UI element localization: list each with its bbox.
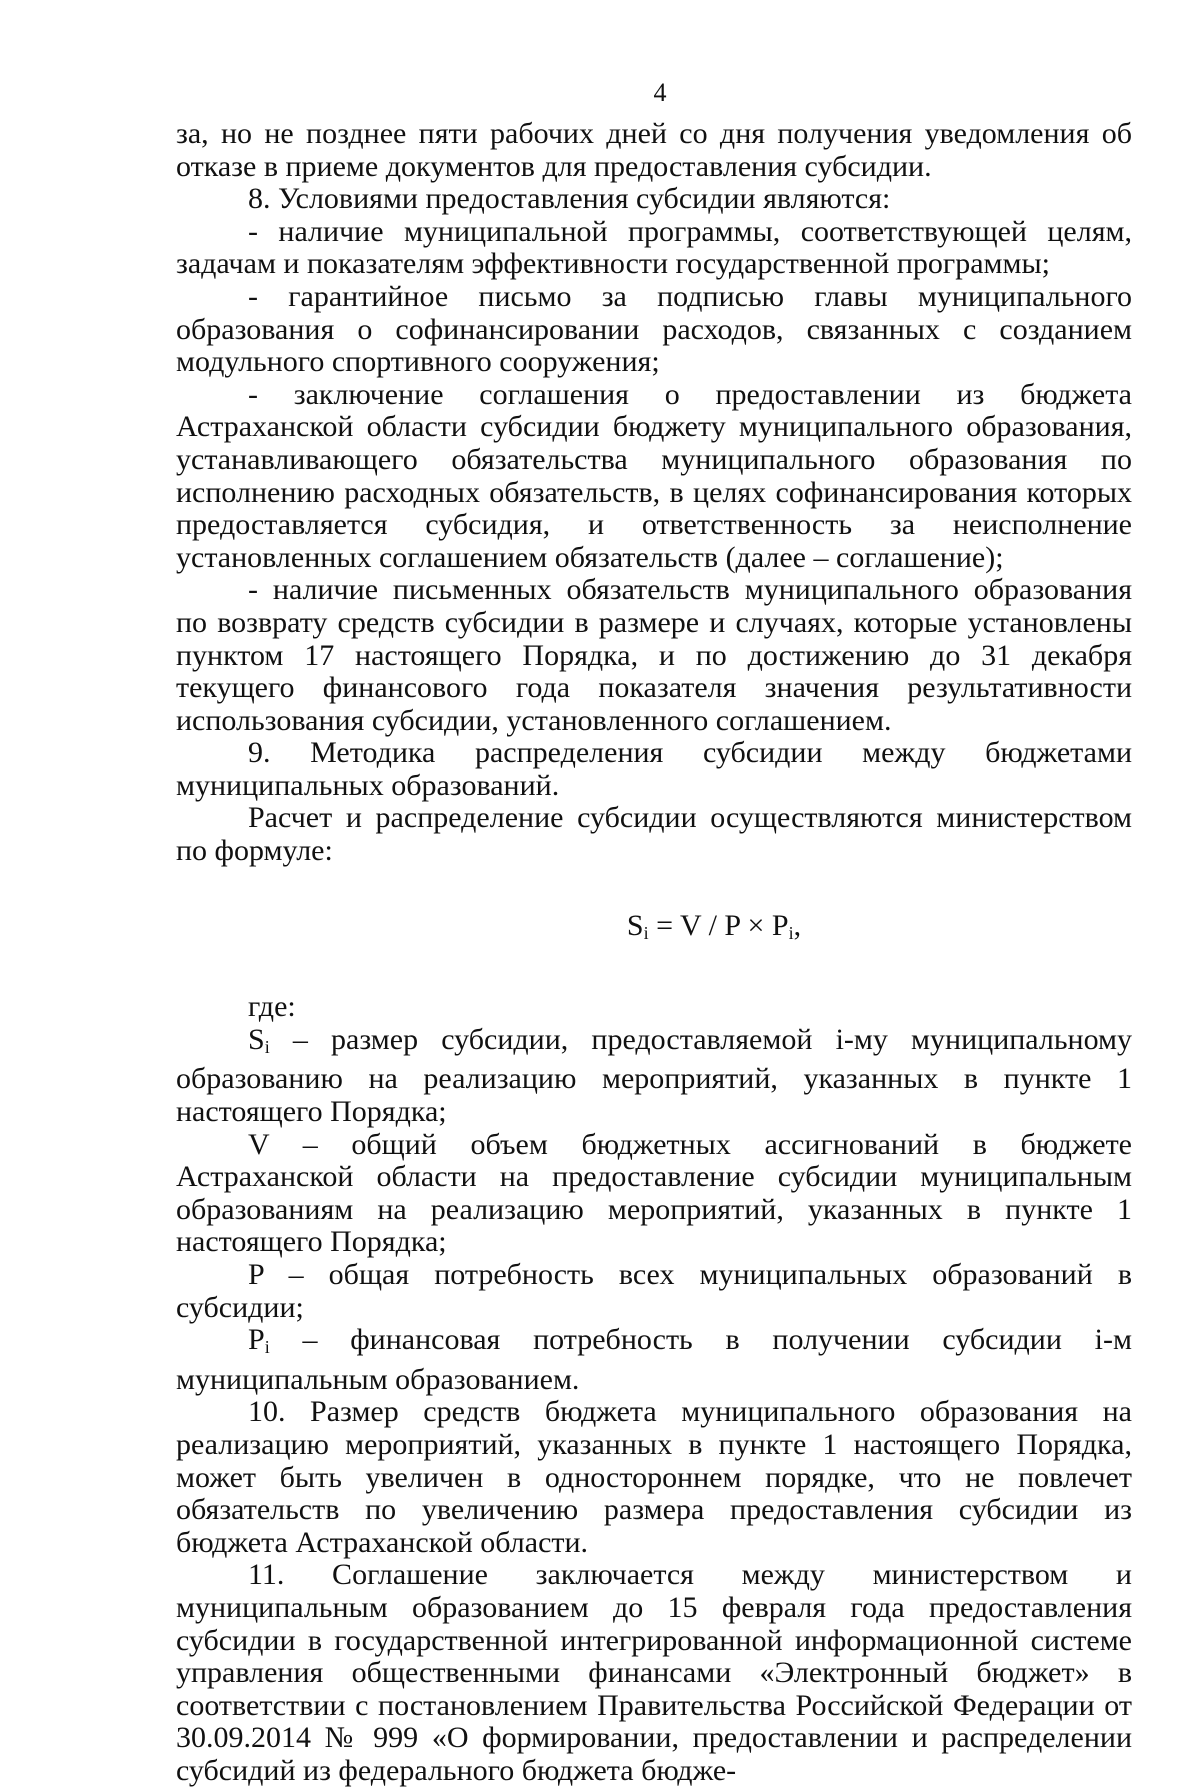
- formula-tail: ,: [793, 908, 802, 942]
- definition-pi: [176, 1324, 1132, 1396]
- paragraph-9-heading: 9. Методика распределения субсидии между бюджетами муниципальных образований.: [176, 736, 1132, 802]
- formula-s: S: [626, 908, 644, 942]
- formula-middle: = V / P × P: [648, 908, 789, 942]
- definition-si: [176, 1024, 1132, 1129]
- paragraph-continuation: за, но не позднее пяти рабочих дней со дня получения уведомления об отказе в приеме документов для предоставления субсидии.: [176, 117, 1132, 183]
- formula-p-subscript: i: [788, 922, 794, 943]
- definition-pi-subscript: i: [264, 1337, 270, 1358]
- formula: [176, 910, 1132, 950]
- page-number: 4: [653, 78, 667, 107]
- condition-item: - заключение соглашения о предоставлении из бюджета Астраханской области субсидии бюджету муниципального образования, устанавливающего обязательства муниципального образования по исполнению расходных обязательств, в целях софинансирования которых предоставляется субсидия, и ответственность за неисполнение установленных соглашением обязательств (далее – соглашение);: [176, 377, 1132, 574]
- definition-pi-var: P: [248, 1323, 265, 1357]
- condition-item: - наличие муниципальной программы, соответствующей целям, задачам и показателям эффективности государственной программы;: [176, 214, 1132, 281]
- paragraph-8-heading: 8. Условиями предоставления субсидии являются:: [248, 182, 891, 216]
- condition-item: - наличие письменных обязательств муниципального образования по возврату средств субсидии в размере и случаях, которые установлены пунктом 17 настоящего Порядка, и по достижению до 31 декабря текущего финансового года показателя значения результативности использования субсидии, установленного соглашением.: [176, 573, 1132, 737]
- paragraph-11: 11. Соглашение заключается между министерством и муниципальным образованием до 15 февраля года предоставления субсидии в государственной интегрированной информационной системе управления общественными финансами «Электронный бюджет» в соответствии с постановлением Правительства Российской Федерации от 30.09.2014 № 999 «О формировании, предоставлении и распределении субсидий из федерального бюджета бюдже-: [176, 1558, 1132, 1787]
- document-body: [176, 118, 1132, 1788]
- definition-si-var: S: [248, 1022, 265, 1056]
- definition-si-text: – размер субсидии, предоставляемой i-му муниципальному образованию на реализацию мероприятий, указанных в пункте 1 настоящего Порядка;: [176, 1022, 1132, 1129]
- definition-v: V – общий объем бюджетных ассигнований в бюджете Астраханской области на предоставление субсидии муниципальным образованиям на реализацию мероприятий, указанных в пункте 1 настоящего Порядка;: [176, 1127, 1132, 1259]
- condition-item: - гарантийное письмо за подписью главы муниципального образования о софинансировании расходов, связанных с созданием модульного спортивного сооружения;: [176, 279, 1132, 379]
- paragraph-formula-intro: Расчет и распределение субсидии осуществляются министерством по формуле:: [176, 801, 1132, 868]
- definition-p: P – общая потребность всех муниципальных образований в субсидии;: [176, 1258, 1132, 1324]
- paragraph-10: 10. Размер средств бюджета муниципального образования на реализацию мероприятий, указанных в пункте 1 настоящего Порядка, может быть увеличен в одностороннем порядке, что не повлечет обязательств по увеличению размера предоставления субсидии из бюджета Астраханской области.: [176, 1395, 1132, 1559]
- formula-s-subscript: i: [643, 922, 649, 943]
- where-label: где:: [248, 990, 296, 1024]
- definition-pi-text: – финансовая потребность в получении субсидии i-м муниципальным образованием.: [176, 1323, 1132, 1396]
- definition-si-subscript: i: [264, 1036, 270, 1057]
